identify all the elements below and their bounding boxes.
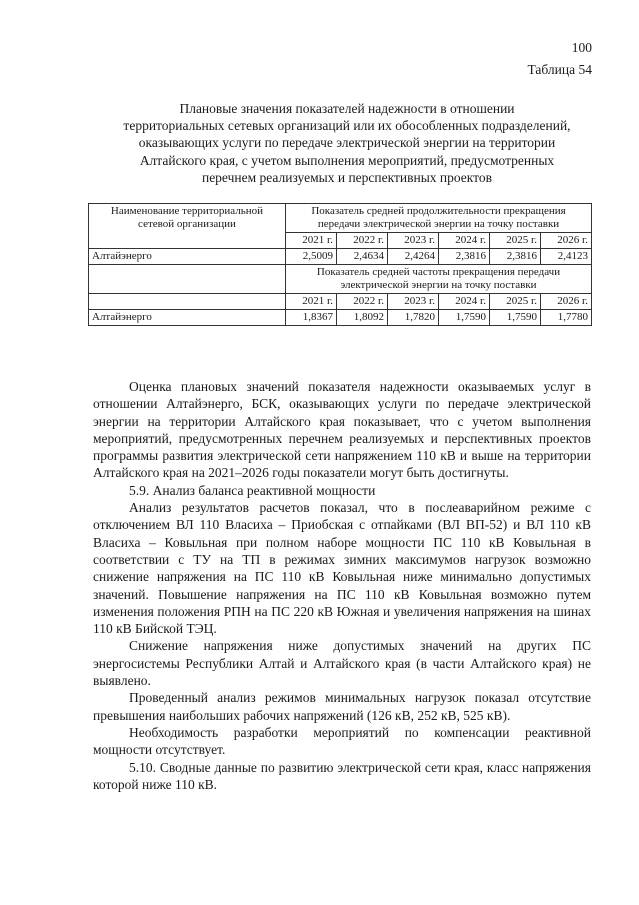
reliability-table bbox=[88, 203, 592, 326]
value-cell: 2,4264 bbox=[388, 249, 439, 265]
value-cell: 2,4123 bbox=[541, 249, 592, 265]
table-row bbox=[89, 310, 592, 326]
title-line: перечнем реализуемых и перспективных проектов bbox=[201, 169, 493, 185]
year-header: 2025 г. bbox=[490, 233, 541, 249]
year-header: 2025 г. bbox=[490, 294, 541, 310]
body-text bbox=[93, 378, 591, 793]
org-name-cell: Алтайэнерго bbox=[89, 310, 286, 326]
value-cell: 1,7590 bbox=[439, 310, 490, 326]
empty-cell bbox=[89, 294, 286, 310]
table-title bbox=[86, 100, 608, 186]
value-cell: 2,3816 bbox=[439, 249, 490, 265]
paragraph-section-5-10: 5.10. Сводные данные по развитию электрической сети края, класс напряжения которой ниже 110 кВ. bbox=[93, 759, 591, 792]
paragraph-compensation: Необходимость разработки мероприятий по компенсации реактивной мощности отсутствует. bbox=[93, 724, 591, 758]
empty-cell bbox=[89, 265, 286, 294]
value-cell: 1,8367 bbox=[286, 310, 337, 326]
value-cell: 1,7780 bbox=[541, 310, 592, 326]
year-header: 2024 г. bbox=[439, 233, 490, 249]
value-cell: 2,5009 bbox=[286, 249, 337, 265]
table-row bbox=[89, 249, 592, 265]
paragraph-min-load: Проведенный анализ режимов минимальных нагрузок показал отсутствие превышения наибольших рабочих напряжений (126 кВ, 252 кВ, 525 кВ). bbox=[93, 690, 591, 723]
section-heading-5-9: 5.9. Анализ баланса реактивной мощности bbox=[129, 482, 376, 498]
value-cell: 2,4634 bbox=[337, 249, 388, 265]
title-line: Плановые значения показателей надежности в отношении bbox=[179, 101, 515, 116]
year-header: 2026 г. bbox=[541, 233, 592, 249]
year-header: 2021 г. bbox=[286, 294, 337, 310]
org-name-cell: Алтайэнерго bbox=[89, 249, 286, 265]
org-column-header: Наименование территориальной сетевой организации bbox=[89, 204, 286, 249]
table-label: Таблица 54 bbox=[527, 62, 592, 77]
paragraph-voltage-drop: Снижение напряжения ниже допустимых значений на других ПС энергосистемы Республики Алтай и Алтайского края (в части Алтайского края) не выявлено. bbox=[93, 638, 591, 689]
value-cell: 1,8092 bbox=[337, 310, 388, 326]
indicator-frequency-header: Показатель средней частоты прекращения передачи электрической энергии на точку поставки bbox=[286, 265, 592, 294]
page-number: 100 bbox=[571, 40, 592, 55]
title-line: Алтайского края, с учетом выполнения мероприятий, предусмотренных bbox=[139, 152, 555, 168]
year-header: 2024 г. bbox=[439, 294, 490, 310]
title-line: территориальных сетевых организаций или их обособленных подразделений, bbox=[123, 118, 571, 134]
year-header: 2022 г. bbox=[337, 294, 388, 310]
paragraph-assessment: Оценка плановых значений показателя надежности оказываемых услуг в отношении Алтайэнерго, БСК, оказывающих услуги по передаче электрической энергии на территории Алтайского края показывает, что с учетом выполнения мероприятий, предусмотренных перечнем реализуемых и перспективных проектов программы развития электрической сети напряжением 110 кВ и выше на территории Алтайского края на 2021–2026 годы показатели могут быть достигнуты. bbox=[93, 379, 591, 481]
year-header: 2021 г. bbox=[286, 233, 337, 249]
year-header: 2026 г. bbox=[541, 294, 592, 310]
value-cell: 2,3816 bbox=[490, 249, 541, 265]
year-header: 2023 г. bbox=[388, 294, 439, 310]
indicator-duration-header: Показатель средней продолжительности прекращения передачи электрической энергии на точку поставки bbox=[286, 204, 592, 233]
year-header: 2022 г. bbox=[337, 233, 388, 249]
year-header: 2023 г. bbox=[388, 233, 439, 249]
value-cell: 1,7590 bbox=[490, 310, 541, 326]
paragraph-analysis: Анализ результатов расчетов показал, что в послеаварийном режиме с отключением ВЛ 110 Власиха – Приобская с отпайками (ВЛ ВП-52) и ВЛ 110 кВ Власиха – Ковыльная при полном наборе мощности ПС 110 кВ Ковыльная в соответствии с ТУ на ТП в режимах зимних максимумов нагрузок возможно снижение напряжения на ПС 110 кВ Ковыльная ниже минимально допустимых значений. Повышение напряжения на ПС 110 кВ Ковыльная возможно путем изменения положения РПН на ПС 220 кВ Южная и увеличения напряжения на шинах 110 кВ Бийской ТЭЦ. bbox=[93, 500, 591, 637]
title-line: оказывающих услуги по передаче электрической энергии на территории bbox=[138, 135, 556, 151]
value-cell: 1,7820 bbox=[388, 310, 439, 326]
